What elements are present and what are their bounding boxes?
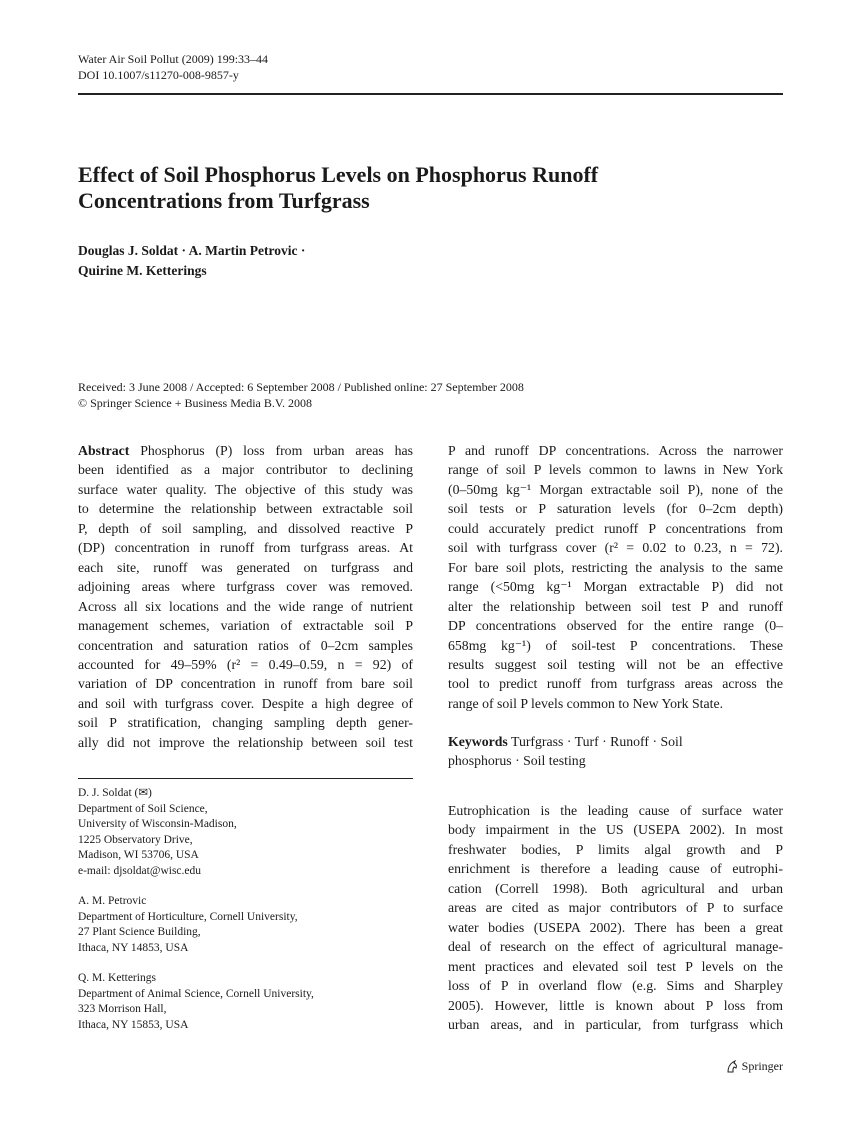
journal-citation: Water Air Soil Pollut (2009) 199:33–44 <box>78 52 269 66</box>
publisher-name: Springer <box>741 1059 783 1073</box>
abstract-heading: Abstract <box>78 443 130 458</box>
affiliation-block <box>78 971 418 1033</box>
title-line: Concentrations from Turfgrass <box>78 188 370 213</box>
text-line: For bare soil plots, restricting the analysis to the same <box>448 559 783 575</box>
text-line: ment practices and elevated soil test P levels on the <box>448 958 783 974</box>
springer-horse-icon <box>725 1060 739 1074</box>
article-history <box>78 379 524 411</box>
text-line: soil with turfgrass cover (r² = 0.02 to 0.23, n = 72). <box>448 540 783 556</box>
text-line: to determine the relationship between extractable soil <box>78 501 413 517</box>
text-line: each site, runoff was generated on turfgrass and <box>78 559 413 575</box>
affiliation-line: 323 Morrison Hall, <box>78 1003 167 1015</box>
affiliation-line: 27 Plant Science Building, <box>78 926 201 938</box>
text-line: areas are cited as major contributors of P to surface <box>448 900 783 916</box>
affiliation-line: 1225 Observatory Drive, <box>78 833 193 846</box>
text-line: been identified as a major contributor to declining <box>78 462 413 478</box>
text-line: range of soil P levels common to New York State. <box>448 695 724 711</box>
text-line: loss of P in overland flow (e.g. Sims and Sharpley <box>448 978 783 994</box>
text-line: surface water quality. The objective of this study was <box>78 481 413 497</box>
affiliation-line: Madison, WI 53706, USA <box>78 849 199 861</box>
text-line: and soil with turfgrass cover. Despite a high degree of <box>78 695 413 711</box>
text-line <box>78 441 413 460</box>
text-line: ally did not improve the relationship between soil test <box>78 734 413 750</box>
copyright-line: © Springer Science + Business Media B.V. 2008 <box>78 396 312 410</box>
affiliation-line: Department of Soil Science, <box>78 802 208 815</box>
text-line: enrichment is therefore a leading cause of eutrophi- <box>448 861 783 877</box>
text-line: P, depth of soil sampling, and dissolved reactive P <box>78 520 413 536</box>
keywords-line: phosphorus · Soil testing <box>448 753 586 769</box>
keywords-heading: Keywords <box>448 734 508 749</box>
text-line: Across all six locations and the wide range of nutrient <box>78 598 413 614</box>
abstract-left <box>78 441 413 752</box>
keywords-line: Turfgrass · Turf · Runoff · Soil <box>511 734 683 749</box>
text-line: variation of DP concentration in runoff from bare soil <box>78 676 413 692</box>
affiliation-line: Department of Animal Science, Cornell University, <box>78 987 314 1000</box>
author-list <box>78 241 305 281</box>
text-line: could accurately predict runoff P concentrations from <box>448 520 783 536</box>
text-line: DP concentrations observed for the entire range (0– <box>448 618 783 634</box>
text-line: 658mg kg⁻¹) of soil-test P concentrations. These <box>448 637 783 653</box>
affiliation-line: Ithaca, NY 15853, USA <box>78 1018 189 1031</box>
text-line: (DP) concentration in runoff from turfgrass areas. At <box>78 540 413 556</box>
header-rule <box>78 93 783 95</box>
text-line: urban areas, and in particular, from turfgrass which <box>448 1016 783 1032</box>
text-line: P and runoff DP concentrations. Across the narrower <box>448 443 783 458</box>
text-line: range (<50mg kg⁻¹ Morgan extractable P) did not <box>448 579 783 595</box>
text-line: adjoining areas where turfgrass cover was removed. <box>78 579 413 595</box>
text-line: 2005). However, little is known about P loss from <box>448 997 783 1013</box>
dates-line: Received: 3 June 2008 / Accepted: 6 September 2008 / Published online: 27 September 2008 <box>78 380 524 394</box>
journal-header <box>78 51 268 83</box>
text-line: water bodies (USEPA 2002). There has been a great <box>448 919 783 935</box>
text-line: management schemes, variation of extractable soil P <box>78 618 413 634</box>
publisher-footer <box>725 1059 783 1074</box>
text-line: soil P stratification, changing sampling depth gener- <box>78 715 413 731</box>
text-line: accounted for 49–59% (r² = 0.49–0.59, n = 92) of <box>78 656 413 672</box>
affiliation-line: University of Wisconsin-Madison, <box>78 818 237 830</box>
text-line: soil tests or P saturation levels (for 0–2cm depth) <box>448 501 783 517</box>
text-line: (0–50mg kg⁻¹ Morgan extractable soil P), none of the <box>448 481 783 497</box>
affiliation-line: e-mail: djsoldat@wisc.edu <box>78 864 202 877</box>
doi: DOI 10.1007/s11270-008-9857-y <box>78 68 239 82</box>
affiliation-block <box>78 894 418 956</box>
text-line: cation (Correll 1998). Both agricultural and urban <box>448 880 783 896</box>
authors-line: Quirine M. Ketterings <box>78 263 207 278</box>
keywords <box>448 732 783 771</box>
abstract-right <box>448 441 783 713</box>
text-line: freshwater bodies, P limits algal growth and P <box>448 841 783 857</box>
text-line: body impairment in the US (USEPA 2002). In most <box>448 822 783 838</box>
affiliation-rule <box>78 778 413 779</box>
affiliation-author: A. M. Petrovic <box>78 895 147 907</box>
affiliation-line: Department of Horticulture, Cornell University, <box>78 910 298 923</box>
affiliation-author: Q. M. Ketterings <box>78 972 156 984</box>
text-line: range of soil P levels common to lawns in New York <box>448 462 783 478</box>
text-line: tool to predict runoff from turfgrass areas across the <box>448 676 783 692</box>
affiliation-author: D. J. Soldat (✉) <box>78 787 152 799</box>
text-line-content: Phosphorus (P) loss from urban areas has <box>129 443 413 458</box>
text-line: results suggest soil testing will not be an effective <box>448 656 783 672</box>
text-line: concentration and saturation ratios of 0–2cm samples <box>78 637 413 653</box>
authors-line: Douglas J. Soldat · A. Martin Petrovic · <box>78 243 306 258</box>
introduction <box>448 801 783 1034</box>
text-line: alter the relationship between soil test P and runoff <box>448 598 783 614</box>
affiliation-block <box>78 786 418 879</box>
article-title <box>78 162 783 214</box>
text-line: Eutrophication is the leading cause of surface water <box>448 803 783 818</box>
affiliation-line: Ithaca, NY 14853, USA <box>78 941 189 954</box>
title-line: Effect of Soil Phosphorus Levels on Phosphorus Runoff <box>78 162 599 187</box>
text-line: deal of research on the effect of agricultural manage- <box>448 939 783 955</box>
